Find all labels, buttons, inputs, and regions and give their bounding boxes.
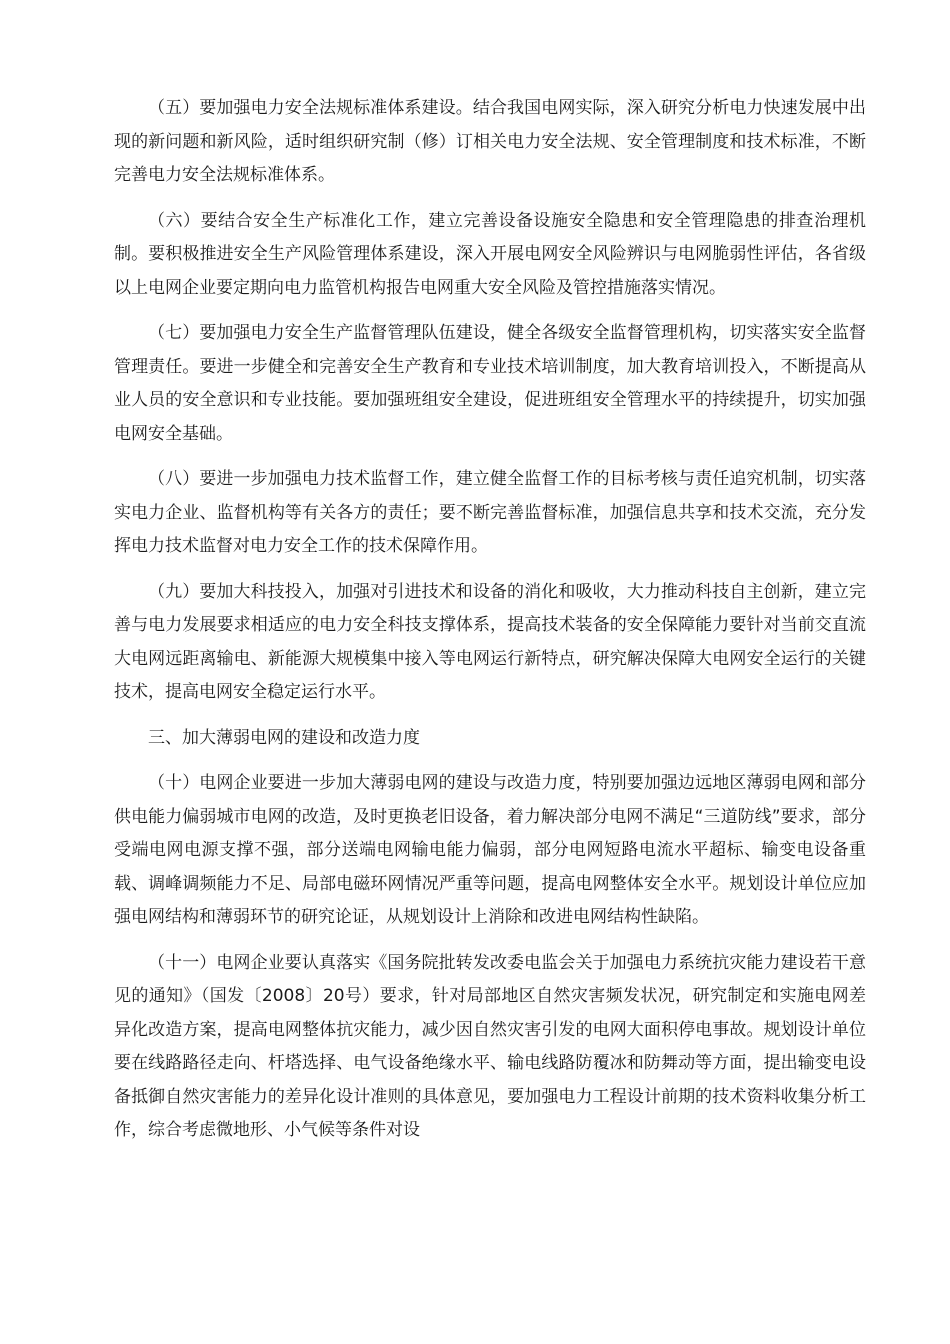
paragraph-8: （八）要进一步加强电力技术监督工作，建立健全监督工作的目标考核与责任追究机制，切实落实电力企业、监督机构等有关各方的责任；要不断完善监督标准，加强信息共享和技术交流，充分发挥电力技术监督对电力安全工作的技术保障作用。 bbox=[114, 469, 866, 556]
paragraph-7: （七）要加强电力安全生产监督管理队伍建设，健全各级安全监督管理机构，切实落实安全监督管理责任。要进一步健全和完善安全生产教育和专业技术培训制度，加大教育培训投入，不断提高从业人员的安全意识和专业技能。要加强班组安全建设，促进班组安全管理水平的持续提升，切实加强电网安全基础。 bbox=[114, 323, 866, 444]
paragraph-11: （十一）电网企业要认真落实《国务院批转发改委电监会关于加强电力系统抗灾能力建设若干意见的通知》（国发〔2008〕20号）要求，针对局部地区自然灾害频发状况，研究制定和实施电网差异化改造方案，提高电网整体抗灾能力，减少因自然灾害引发的电网大面积停电事故。规划设计单位要在线路路径走向、杆塔选择、电气设备绝缘水平、输电线路防覆冰和防舞动等方面，提出输变电设备抵御自然灾害能力的差异化设计准则的具体意见，要加强电力工程设计前期的技术资料收集分析工作，综合考虑微地形、小气候等条件对设 bbox=[114, 952, 866, 1140]
paragraph-6: （六）要结合安全生产标准化工作，建立完善设备设施安全隐患和安全管理隐患的排查治理机制。要积极推进安全生产风险管理体系建设，深入开展电网安全风险辨识与电网脆弱性评估，各省级以上电网企业要定期向电力监管机构报告电网重大安全风险及管控措施落实情况。 bbox=[114, 210, 866, 298]
paragraph-10: （十）电网企业要进一步加大薄弱电网的建设与改造力度，特别要加强边远地区薄弱电网和部分供电能力偏弱城市电网的改造，及时更换老旧设备，着力解决部分电网不满足“三道防线”要求，部分受端电网电源支撑不强，部分送端电网输电能力偏弱，部分电网短路电流水平超标、输变电设备重载、调峰调频能力不足、局部电磁环网情况严重等问题，提高电网整体安全水平。规划设计单位应加强电网结构和薄弱环节的研究论证，从规划设计上消除和改进电网结构性缺陷。 bbox=[114, 773, 866, 927]
paragraph-9: （九）要加大科技投入，加强对引进技术和设备的消化和吸收，大力推动科技自主创新，建立完善与电力发展要求相适应的电力安全科技支撑体系，提高技术装备的安全保障能力要针对当前交直流大电网远距离输电、新能源大规模集中接入等电网运行新特点，研究解决保障大电网安全运行的关键技术，提高电网安全稳定运行水平。 bbox=[114, 581, 866, 702]
section-heading: 三、加大薄弱电网的建设和改造力度 bbox=[148, 727, 420, 748]
document-body bbox=[114, 92, 866, 1160]
paragraph-5: （五）要加强电力安全法规标准体系建设。结合我国电网实际，深入研究分析电力快速发展中出现的新问题和新风险，适时组织研究制（修）订相关电力安全法规、安全管理制度和技术标准，不断完善电力安全法规标准体系。 bbox=[114, 98, 866, 185]
